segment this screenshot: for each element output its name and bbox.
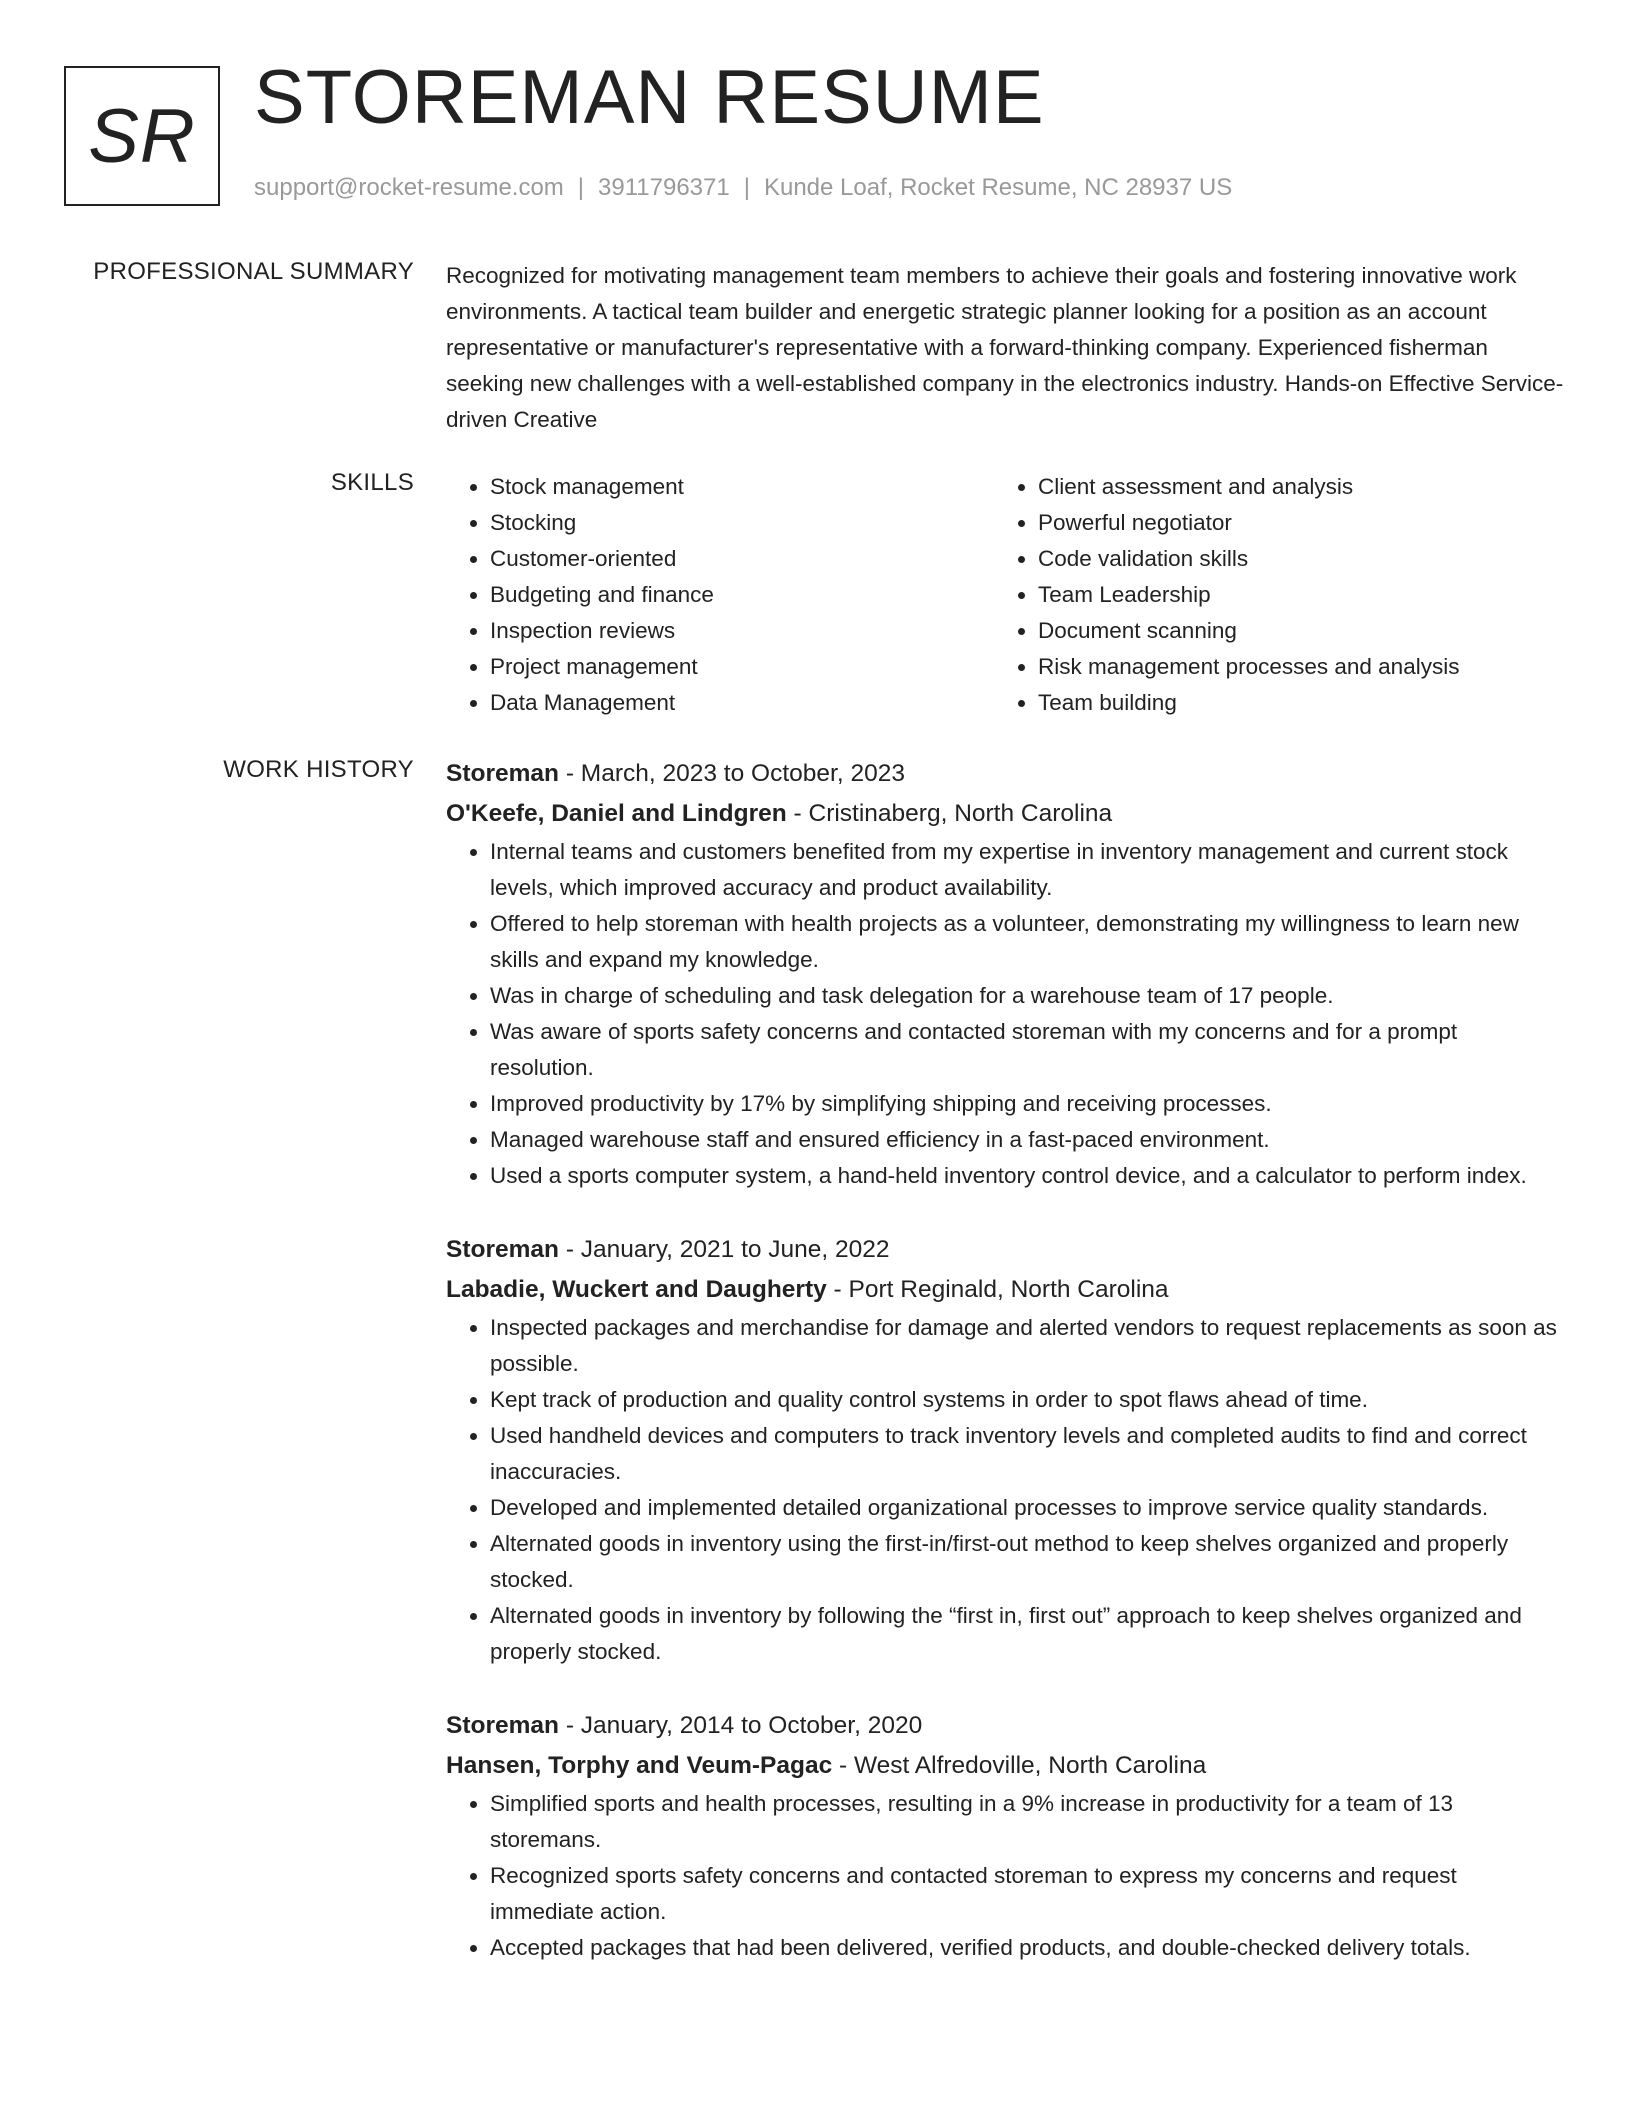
skill-item: • Project management xyxy=(490,649,994,685)
job-bullets xyxy=(446,1310,1566,1670)
job-title-line xyxy=(446,1230,1566,1270)
job-dates: January, 2021 to June, 2022 xyxy=(580,1236,890,1263)
summary-heading: PROFESSIONAL SUMMARY xyxy=(93,258,414,285)
job-location: Cristinaberg, North Carolina xyxy=(808,800,1113,827)
job-title-line xyxy=(446,1706,1566,1746)
skill-item: • Data Management xyxy=(490,685,994,721)
monogram-logo: SR xyxy=(64,66,220,206)
job-bullet: • Inspected packages and merchandise for damage and alerted vendors to request replacements as soon as possible. xyxy=(490,1310,1566,1382)
skill-item: • Code validation skills xyxy=(1038,541,1542,577)
job-title-line xyxy=(446,754,1566,794)
job-bullet: • Kept track of production and quality control systems in order to spot flaws ahead of time. xyxy=(490,1382,1566,1418)
dash: - xyxy=(559,1236,581,1263)
work-history-body xyxy=(446,754,1566,2002)
job-bullet: • Recognized sports safety concerns and contacted storeman to express my concerns and request immediate action. xyxy=(490,1858,1566,1930)
job-bullet: • Developed and implemented detailed organizational processes to improve service quality standards. xyxy=(490,1490,1566,1526)
job-bullet: • Simplified sports and health processes, resulting in a 9% increase in productivity for a team of 13 storemans. xyxy=(490,1786,1566,1858)
contact-address: Kunde Loaf, Rocket Resume, NC 28937 US xyxy=(763,174,1233,201)
contact-phone[interactable]: 3911796371 xyxy=(598,174,730,201)
job-title: Storeman xyxy=(446,760,560,787)
skill-item: • Team Leadership xyxy=(1038,577,1542,613)
job-bullet: • Was in charge of scheduling and task delegation for a warehouse team of 17 people. xyxy=(490,978,1566,1014)
skill-item: • Client assessment and analysis xyxy=(1038,469,1542,505)
job-bullet: • Managed warehouse staff and ensured efficiency in a fast-paced environment. xyxy=(490,1122,1566,1158)
summary-text: Recognized for motivating management team members to achieve their goals and fostering innovative work environments. A tactical team builder and energetic strategic planner looking for a position as an account representative or manufacturer's representative with a forward-thinking company. Experienced fisherman seeking new challenges with a well-established company in the electronics industry. Hands-on Effective Service-driven Creative xyxy=(446,263,1564,432)
skill-item: • Budgeting and finance xyxy=(490,577,994,613)
job-company-line xyxy=(446,794,1566,834)
job-company-line xyxy=(446,1270,1566,1310)
job-bullet: • Alternated goods in inventory by following the “first in, first out” approach to keep shelves organized and properly stocked. xyxy=(490,1598,1566,1670)
job-bullet: • Alternated goods in inventory using the first-in/first-out method to keep shelves organized and properly stocked. xyxy=(490,1526,1566,1598)
dash: - xyxy=(559,1712,581,1739)
job-dates: March, 2023 to October, 2023 xyxy=(580,760,905,787)
job-bullets xyxy=(446,1786,1566,1966)
skills-heading: SKILLS xyxy=(330,469,414,496)
job-bullets xyxy=(446,834,1566,1194)
skill-item: • Stocking xyxy=(490,505,994,541)
dash: - xyxy=(826,1276,849,1303)
job-company: Labadie, Wuckert and Daugherty xyxy=(446,1276,827,1303)
dash: - xyxy=(832,1752,854,1779)
job-title: Storeman xyxy=(446,1236,560,1263)
job-bullet: • Internal teams and customers benefited from my expertise in inventory management and current stock levels, which improved accuracy and product availability. xyxy=(490,834,1566,906)
job-bullet: • Was aware of sports safety concerns and contacted storeman with my concerns and for a prompt resolution. xyxy=(490,1014,1566,1086)
resume-title: STOREMAN RESUME xyxy=(254,55,1045,140)
skills-column-left xyxy=(446,469,994,721)
job-bullet: • Accepted packages that had been delivered, verified products, and double-checked delivery totals. xyxy=(490,1930,1566,1966)
job-entry xyxy=(446,1230,1566,1670)
job-bullet: • Improved productivity by 17% by simplifying shipping and receiving processes. xyxy=(490,1086,1566,1122)
skill-item: • Inspection reviews xyxy=(490,613,994,649)
skill-item: • Powerful negotiator xyxy=(1038,505,1542,541)
contact-email[interactable]: support@rocket-resume.com xyxy=(254,174,564,201)
job-bullet: • Used a sports computer system, a hand-held inventory control device, and a calculator to perform index. xyxy=(490,1158,1566,1194)
skills-column-right xyxy=(994,469,1542,721)
job-bullet: • Used handheld devices and computers to track inventory levels and completed audits to find and correct inaccuracies. xyxy=(490,1418,1566,1490)
job-company-line xyxy=(446,1746,1566,1786)
contact-line xyxy=(254,174,1232,202)
skill-item: • Customer-oriented xyxy=(490,541,994,577)
skill-item: • Risk management processes and analysis xyxy=(1038,649,1542,685)
skill-item: • Team building xyxy=(1038,685,1542,721)
dash: - xyxy=(786,800,809,827)
contact-separator: | xyxy=(577,174,585,201)
dash: - xyxy=(559,760,581,787)
job-title: Storeman xyxy=(446,1712,560,1739)
work-history-heading: WORK HISTORY xyxy=(223,756,414,783)
skill-item: • Stock management xyxy=(490,469,994,505)
job-location: Port Reginald, North Carolina xyxy=(848,1276,1169,1303)
job-bullet: • Offered to help storeman with health projects as a volunteer, demonstrating my willingness to learn new skills and expand my knowledge. xyxy=(490,906,1566,978)
job-dates: January, 2014 to October, 2020 xyxy=(580,1712,923,1739)
skills-body xyxy=(446,469,1566,721)
job-location: West Alfredoville, North Carolina xyxy=(853,1752,1207,1779)
contact-separator: | xyxy=(743,174,750,201)
job-company: O'Keefe, Daniel and Lindgren xyxy=(446,800,787,827)
job-company: Hansen, Torphy and Veum-Pagac xyxy=(446,1752,833,1779)
job-entry xyxy=(446,754,1566,1194)
skill-item: • Document scanning xyxy=(1038,613,1542,649)
job-entry xyxy=(446,1706,1566,1966)
